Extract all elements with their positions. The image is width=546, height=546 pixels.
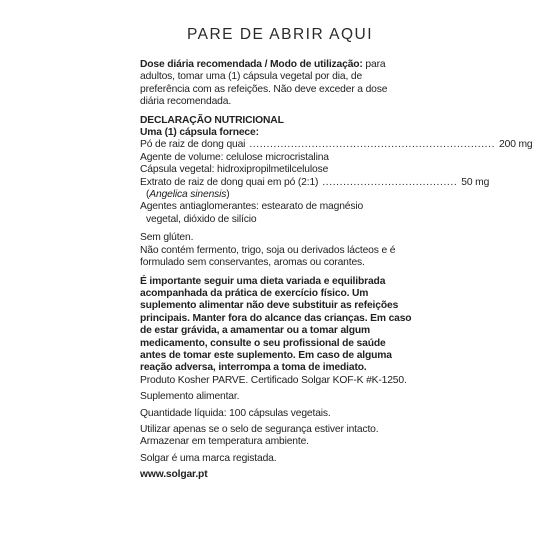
nutrition-row-bulking-agent: Agente de volume: celulose microcristalina	[140, 151, 329, 163]
nutrition-section	[140, 114, 533, 227]
storage-text-2: Armazenar em temperatura ambiente.	[140, 436, 309, 448]
latin-name-text: Angelica sinensis	[149, 189, 227, 201]
ingredient-name: Extrato de raiz de dong quai em pó (2:1)	[140, 176, 319, 188]
warning-text: É importante seguir uma dieta variada e equilibrada acompanhada da prática de exercício físico. Um suplemento alimentar não deve substituir as refeições principais. Manter fora do alcance das crianças. Em caso de estar grávida, a amamentar ou a tomar algum medicamento, consulte o seu profissional de saúde antes de tomar este suplemento. Em caso de alguma reação adversa, interrompa a toma de imediato.	[140, 275, 412, 374]
kosher-text: Produto Kosher PARVE. Certificado Solgar KOF-K #K-1250.	[140, 374, 407, 386]
trademark-text: Solgar é uma marca registada.	[140, 452, 277, 464]
dose-section	[140, 59, 412, 109]
gluten-free-text: Sem glúten.	[140, 232, 194, 244]
dot-leader: .......................................................................	[249, 139, 496, 151]
ingredient-amount: 200 mg	[499, 139, 533, 151]
website-url: www.solgar.pt	[140, 469, 208, 481]
dose-text: para adultos, tomar uma (1) cápsula vegetal por dia, de preferência com as refeições. Não deve exceder a dose diária recomendada.	[140, 59, 388, 108]
anticaking-line-1: Agentes antiaglomerantes: estearato de magnésio	[140, 201, 364, 213]
anticaking-line-2: vegetal, dióxido de silício	[146, 213, 257, 225]
storage-text-1: Utilizar apenas se o selo de segurança estiver intacto.	[140, 423, 379, 435]
stop-opening-headline: PARE DE ABRIR AQUI	[186, 26, 374, 43]
nutrition-row-dong-quai-powder	[140, 139, 533, 151]
quantity-text: Quantidade líquida: 100 cápsulas vegetais.	[140, 407, 331, 419]
nutrition-subtitle: Uma (1) cápsula fornece:	[140, 127, 259, 139]
dot-leader: .......................................	[322, 176, 458, 188]
ingredient-name: Pó de raiz de dong quai	[140, 139, 246, 151]
nutrition-row-capsule: Cápsula vegetal: hidroxipropilmetilcelulose	[140, 164, 329, 176]
nutrition-row-dong-quai-extract	[140, 176, 490, 189]
nutrition-title: DECLARAÇÃO NUTRICIONAL	[140, 114, 284, 126]
ingredient-amount: 50 mg	[461, 176, 490, 188]
product-label	[140, 26, 533, 482]
dose-heading: Dose diária recomendada / Modo de utilização:	[140, 59, 363, 70]
supplement-text: Suplemento alimentar.	[140, 391, 240, 403]
latin-name: (Angelica sinensis)	[146, 189, 230, 201]
free-from-text: Não contém fermento, trigo, soja ou derivados lácteos e é formulado sem conservantes, aromas ou corantes.	[140, 244, 396, 269]
